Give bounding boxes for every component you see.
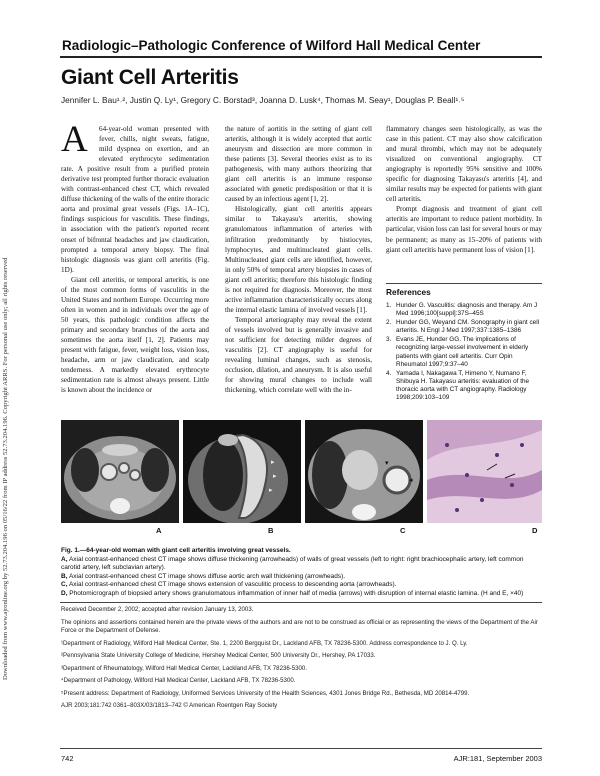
journal-reference: AJR:181, September 2003: [453, 754, 542, 763]
reference-text: Yamada I, Nakagawa T, Himeno Y, Numano F, Shibuya H. Takayasu arteritis: evaluation of the thoracic aorta with CT angiography. Radiology 1998;209:103–109: [396, 369, 530, 402]
affiliation: ³Department of Rheumatology, Wilford Hall Medical Center, Lackland AFB, TX 78236-5300.: [61, 664, 308, 672]
caption-title: Fig. 1.—64-year-old woman with giant cell arteritis involving great vessels.: [61, 547, 291, 554]
affiliation: ¹Department of Radiology, Wilford Hall Medical Center, Ste. 1, 2200 Bergquist Dr., Lackland AFB, TX 78236-5300. Address correspondence to J. Q. Ly.: [61, 639, 468, 647]
intro-text: 64-year-old woman presented with fever, chills, night sweats, fatigue, mild dyspnea on exertion, and an elevated erythrocyte sedimentation rate. A positive result from a purified protein derivative test prompted further thoracic evaluation with contrast-enhanced chest CT, which revealed diffuse thickening of the walls of the entire thoracic aorta and proximal great vessels (Figs. 1A–1C), findings suspicious for vasculitis. These findings, in association with the patient's reported recent onset of bifrontal headaches and jaw claudication, prompted a temporal artery biopsy. The final histologic diagnosis was giant cell arteritis (Fig. 1D).: [61, 125, 209, 274]
page-number: 742: [61, 754, 74, 763]
reference-text: Hunder GG, Weyand CM. Sonography in giant cell arteritis. N Engl J Med 1997;337:1385–1386: [396, 319, 540, 335]
footnote-rule: [60, 602, 542, 603]
body-paragraph: flammatory changes seen histologically, as was the case in this patient. CT may also show calcification and mural thrombi, which may not be adequately visualized on conventional angiography. CT angiography is reportedly 95% sensitive and 100% specific for diagnosing Takayasu's arteritis [4], and similar results may be expected for patients with giant cell arteritis.: [386, 125, 542, 204]
body-column-1: [61, 119, 209, 395]
conference-title: Radiologic–Pathologic Conference of Wilford Hall Medical Center: [62, 38, 481, 53]
affiliation: ²Pennsylvania State University College of Medicine, Hershey Medical Center, 500 University Dr., Hershey, PA 17033.: [61, 652, 376, 659]
reference-item: [386, 302, 542, 318]
article-title: Giant Cell Arteritis: [61, 66, 239, 89]
reference-number: 1.: [386, 302, 392, 309]
body-paragraph: Temporal arteriography may reveal the extent of vessels involved but is generally invasive and not sufficient for detecting milder degrees of vasculitis [2]. CT angiography is useful for revealing luminal changes, such as stenosis, occlusion, dilation, and aneurysm. It is also useful for showing mural changes to include wall thickening, which correlate well with the in-: [225, 315, 372, 395]
ct-image-b: [183, 420, 301, 523]
disclaimer: The opinions and assertions contained herein are the private views of the authors and are not to be construed as official or as representing the views of the Department of the Air Force or the Department of Defense.: [61, 618, 538, 634]
references-rule: [386, 283, 542, 284]
figure-label-a: A: [156, 526, 162, 535]
body-paragraph: Histologically, giant cell arteritis appears similar to Takayasu's arteritis, showing granulomatous inflammation of arteries with infiltration predominantly by histiocytes, lymphocytes, and multinucleated giant cells. Multinucleated giant cells are identified, however, in only 50% of temporal artery biopsies in cases of giant cell arteritis; therefore this histologic finding is not required for diagnosis. Moreover, the most active inflammation characteristically occurs along the internal elastic lamina of involved vessels [1].: [225, 205, 372, 314]
reference-text: Evans JE, Hunder GG. The implications of recognizing large-vessel involvement in elderly patients with giant cell arteritis. Curr Opin Rheumatol 1997;9:37–40: [396, 336, 529, 368]
figure-label-d: D: [532, 526, 538, 535]
reference-text: Hunder G. Vasculitis: diagnosis and therapy. Am J Med 1996;100[suppl]:37S–45S: [396, 302, 538, 318]
footer-rule: [60, 748, 542, 749]
intro-paragraph: [61, 119, 209, 275]
header-rule: [60, 56, 542, 58]
caption-line: B, Axial contrast-enhanced chest CT image shows diffuse aortic arch wall thickening (arrowheads).: [61, 572, 346, 580]
ct-image-a: [61, 420, 179, 523]
footnotes: [61, 606, 542, 711]
body-column-3: [386, 124, 542, 255]
references-heading: References: [386, 287, 431, 297]
figure-panels: [61, 420, 542, 523]
body-paragraph: the nature of aortitis in the setting of giant cell arteritis, although it is widely accepted that aortic aneurysm and dissection are more common in these patients [3]. Several theories exist as to its pathogenesis, with many authors theorizing that giant cell arteritis is an immune response associated with genetic predisposition or that it is caused by an infectious agent [1, 2].: [225, 125, 372, 204]
svg-text:▾: ▾: [385, 460, 389, 467]
svg-text:▸: ▸: [271, 459, 275, 466]
reference-item: [386, 336, 542, 368]
received-dates: Received December 2, 2002; accepted after revision January 13, 2003.: [61, 606, 254, 613]
figure-label-b: B: [268, 526, 274, 535]
body-column-2: [225, 124, 372, 395]
caption-line: A, Axial contrast-enhanced chest CT image shows diffuse thickening (arrowheads) of walls of great vessels (left to right: right brachiocephalic artery, left common carotid artery, left subclavian artery).: [61, 555, 524, 572]
reference-number: 3.: [386, 336, 392, 344]
histology-micrograph-d: [427, 420, 542, 523]
reference-number: 4.: [386, 369, 392, 377]
reference-item: [386, 370, 542, 402]
figure-caption: [61, 547, 542, 599]
author-list: Jennifer L. Bau¹˒², Justin Q. Ly¹, Gregory C. Borstad³, Joanna D. Lusk⁴, Thomas M. Seay¹, Douglas P. Beall¹˒⁵: [61, 95, 465, 105]
affiliation: ⁵Present address: Department of Radiology, Uniformed Services University of the Health Sciences, 4301 Jones Bridge Rd., Bethesda, MD 20814-4799.: [61, 689, 470, 697]
download-notice: Downloaded from www.ajronline.org by 52.73.204.196 on 05/16/22 from IP address 52.73.204.196. Copyright ARRS. For personal use only; all rights reserved: [2, 257, 9, 680]
svg-text:▸: ▸: [273, 473, 277, 480]
reference-item: [386, 319, 542, 335]
caption-line: C, Axial contrast-enhanced chest CT image shows extension of vasculitic process to descending aorta (arrowheads).: [61, 581, 397, 589]
affiliation: ⁴Department of Pathology, Wilford Hall Medical Center, Lackland AFB, TX 78236-5300.: [61, 677, 296, 684]
caption-line: D, Photomicrograph of biopsied artery shows granulomatous inflammation of inner half of media (arrows) with disruption of internal elastic lamina. (H and E, ×40): [61, 589, 524, 597]
body-paragraph: Giant cell arteritis, or temporal arteritis, is one of the most common forms of vasculitis in the United States and northern Europe. Occurring more often in women and in individuals over the age of 50 years, this pathologic condition affects the primary and secondary branches of the aorta and sometimes the aorta itself [1, 2]. Patients may present with fatigue, fever, weight loss, vision loss, headache, arm or jaw claudication, and scalp tenderness. A markedly elevated erythrocyte sedimentation rate is almost always present. Little is known about the incidence or: [61, 275, 209, 395]
svg-text:▸: ▸: [269, 487, 273, 494]
citation: AJR 2003;181:742 0361–803X/03/1813–742 © American Roentgen Ray Society: [61, 702, 278, 709]
svg-text:◂: ◂: [409, 477, 413, 484]
ct-image-c: [305, 420, 423, 523]
figure-label-c: C: [400, 526, 406, 535]
reference-list: [386, 302, 542, 403]
body-paragraph: Prompt diagnosis and treatment of giant cell arteritis are important to reduce patient morbidity. In particular, vision loss can last for several hours or may be permanent; as many as 15–20% of patients with giant cell arteritis have permanent loss of vision [1].: [386, 205, 542, 254]
reference-number: 2.: [386, 319, 392, 327]
drop-cap: A: [61, 119, 88, 160]
